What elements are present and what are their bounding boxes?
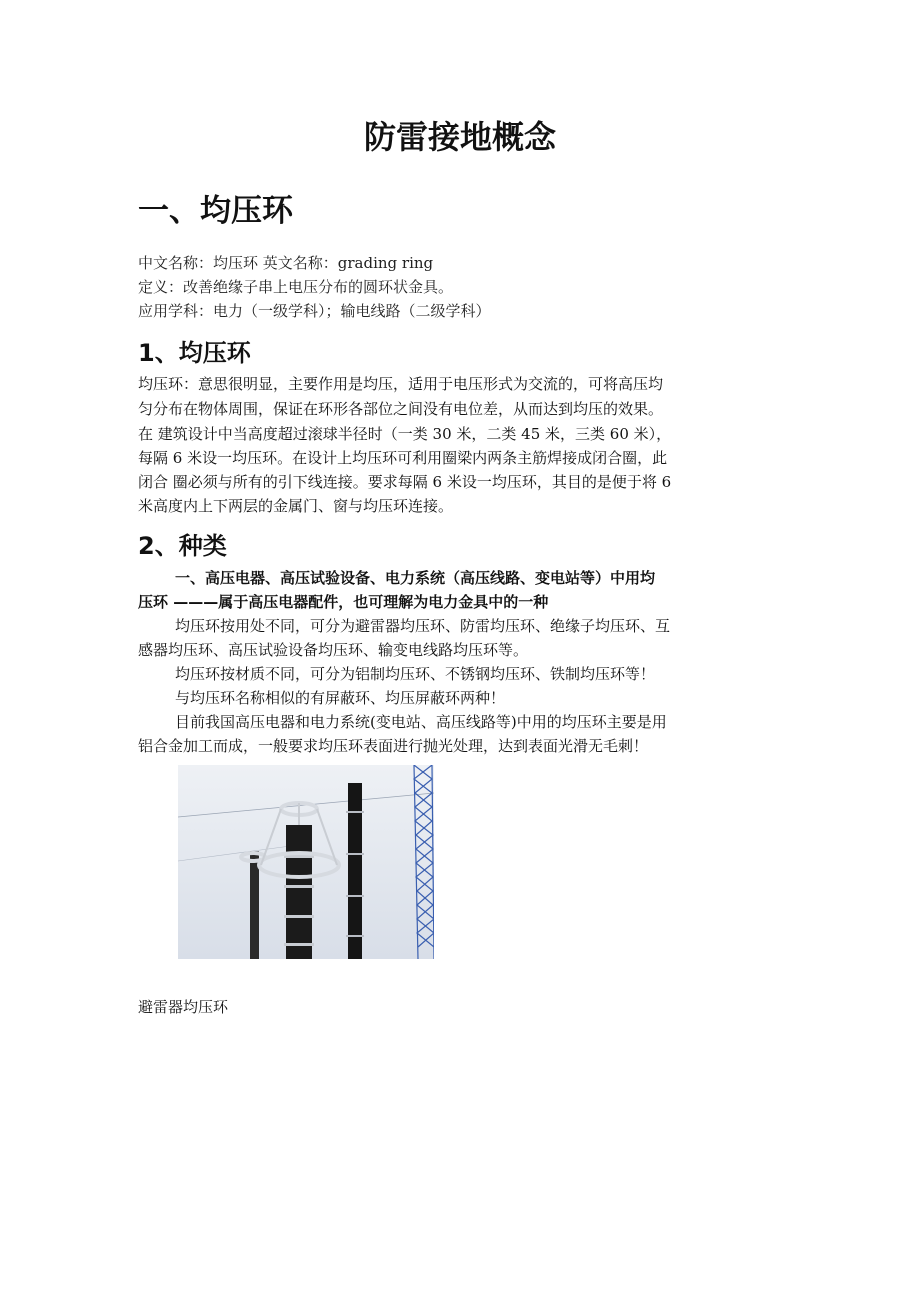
bold-paragraph-line: 压环 ———属于高压电器配件，也可理解为电力金具中的一种 [138, 593, 549, 611]
meta-discipline-line: 应用学科：电力（一级学科）；输电线路（二级学科） [138, 302, 491, 320]
paragraph-line: 在 建筑设计中当高度超过滚球半径时（一类 30 米，二类 45 米，三类 60 米）， [138, 425, 672, 443]
paragraph-line: 感器均压环、高压试验设备均压环、输变电线路均压环等。 [138, 641, 529, 659]
subsection-heading-1: 1、均压环 [138, 339, 251, 367]
paragraph-line: 与均压环名称相似的有屏蔽环、均压屏蔽环两种！ [175, 689, 506, 707]
paragraph-line: 均压环按材质不同，可分为铝制均压环、不锈钢均压环、铁制均压环等！ [175, 665, 656, 683]
paragraph-line: 米高度内上下两层的金属门、窗与均压环连接。 [138, 497, 454, 515]
figure-caption: 避雷器均压环 [138, 998, 229, 1016]
paragraph-line: 铝合金加工而成，一般要求均压环表面进行抛光处理，达到表面光滑无毛刺！ [138, 737, 649, 755]
paragraph-line: 每隔 6 米设一均压环。在设计上均压环可利用圈梁内两条主筋焊接成闭合圈，此 [138, 449, 668, 467]
arrester-grading-ring-photo [178, 765, 434, 959]
page-title: 防雷接地概念 [363, 118, 556, 156]
section-heading-grading-ring: 一、均压环 [138, 193, 293, 229]
meta-name-line: 中文名称：均压环 英文名称：grading ring [138, 254, 434, 272]
meta-definition-line: 定义：改善绝缘子串上电压分布的圆环状金具。 [138, 278, 454, 296]
paragraph-line: 匀分布在物体周围，保证在环形各部位之间没有电位差，从而达到均压的效果。 [138, 400, 664, 418]
paragraph-line: 闭合 圈必须与所有的引下线连接。要求每隔 6 米设一均压环，其目的是便于将 6 [138, 473, 672, 491]
paragraph-line: 目前我国高压电器和电力系统(变电站、高压线路等)中用的均压环主要是用 [175, 713, 667, 731]
paragraph-line: 均压环：意思很明显，主要作用是均压，适用于电压形式为交流的，可将高压均 [138, 375, 664, 393]
paragraph-line: 均压环按用处不同，可分为避雷器均压环、防雷均压环、绝缘子均压环、互 [175, 617, 671, 635]
subsection-heading-2: 2、种类 [138, 532, 227, 560]
bold-paragraph-line: 一、高压电器、高压试验设备、电力系统（高压线路、变电站等）中用均 [175, 569, 656, 587]
